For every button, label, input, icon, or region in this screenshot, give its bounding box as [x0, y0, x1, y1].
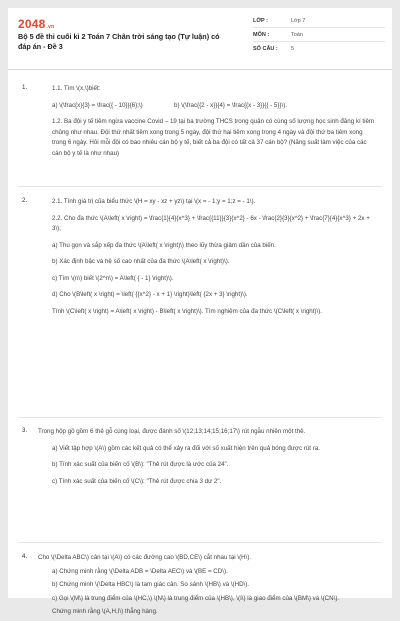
question-line: c) Tính xác suất của biến cố \(C\): "Thẻ rút được chia 3 dư 2". [52, 477, 222, 485]
question-line: b) Xác định bậc và hệ số cao nhất của đa thức \(A\left( x \right)\). [52, 258, 230, 265]
question-line: b) \(\frac{{2 - x}}{4} = \frac{{x - 3}}{{ - 5}}\). [174, 101, 287, 109]
meta-label: LỚP : [253, 17, 268, 24]
meta-value: Lớp 7 [291, 17, 306, 24]
question-content [38, 197, 378, 323]
logo-text: 2048 [18, 17, 46, 31]
question-line: Cho \(\Delta ABC\) cân tại \(A\) có các đường cao \(BD,CE\) cắt nhau tại \(H\). [38, 554, 252, 561]
question-line: 1.2. Ba đội y tế tiêm ngừa vaccine Covid – 19 tại ba trường THCS trong quận có cùng số lượng học sinh đăng kí tiêm chủng như nhau. Đội thứ nhất tiêm xong trong 5 ngày, đội thứ hai tiêm xong trong 4 ngày và đội thứ ba tiêm xong trong 6 ngày. Hỏi mỗi đội có bao nhiêu cán bộ y tế, biết cả ba đội có tất cả 37 cán bộ? (Năng suất làm việc của các cán bộ y tế là như nhau) [52, 118, 375, 157]
question-content [38, 553, 378, 621]
question-number: 2. [22, 197, 28, 204]
question-line: a) Viết tập hợp \(A\) gồm các kết quả có thể xảy ra đối với số xuất hiện trên quả bóng được rút ra. [52, 444, 320, 452]
question-line: 2.1. Tính giá trị của biểu thức \(H = xy - xz + yz\) tại \(x = - 1;y = 1;z = - 1\). [52, 198, 256, 205]
meta-label: SỐ CÂU : [253, 46, 278, 52]
document-page [8, 8, 392, 615]
question-line: 2.2. Cho đa thức \(A\left( x \right) = \frac{1}{4}{x^3} + \frac{{11}}{3}{x^2} - 6x - \frac{2}{3}{x^2} + \frac{7}{4}{x^3} + 2x + 3\); [52, 214, 370, 232]
site-logo[interactable] [18, 17, 54, 31]
document-header [8, 8, 392, 70]
question-line: Trong hộp gồ gồm 6 thẻ gỗ cùng loại, được đánh số \(12;13;14;15;16;17\) rút ngẫu nhiên một thẻ. [38, 428, 306, 435]
meta-row-question-count [253, 42, 385, 56]
meta-row-subject [253, 28, 385, 42]
meta-value: 5 [291, 46, 295, 52]
question-line: b) Tính xác suất của biến cố \(B\): "Thẻ rút được là ước của 24". [52, 461, 229, 468]
question-line: a) Thu gọn và sắp xếp đa thức \(A\left( x \right)\) theo lũy thừa giảm dần của biến. [52, 241, 276, 249]
question-content [38, 427, 378, 493]
logo-suffix: .vn [46, 24, 55, 30]
document-title: Bộ 5 đề thi cuối kì 2 Toán 7 Chân trời sáng tạo (Tự luận) có đáp án - Đề 3 [18, 32, 220, 51]
question-line: a) \(\frac{x}{3} = \frac{{ - 10}}{6};\) [52, 101, 143, 109]
question-number: 3. [22, 427, 28, 434]
meta-label: MÔN : [253, 31, 270, 38]
question-number: 1. [22, 84, 28, 91]
question-line: c) Tìm \(n\) biết \(2^n\) = A\left( { - 1} \right)\). [52, 274, 174, 282]
question-line: c) Gọi \(M\) là trung điểm của \(HC,\) \(N\) là trung điểm của \(HB\), \(I\) là giao điểm của \(BM\) và \(CN\). [52, 594, 340, 602]
question-line: Chứng minh rằng \(A,H,I\) thẳng hàng. [52, 608, 158, 615]
question-line: Tính \(C\left( x \right) = A\left( x \right) - B\left( x \right)\). Tìm nghiệm của đa thức \(C\left( x \right)\). [52, 307, 322, 315]
meta-value: Toán [291, 31, 303, 38]
question-number: 4. [22, 553, 28, 560]
question-divider [18, 186, 382, 187]
question-line: b) Chứng minh \(\Delta HBC\) là tam giác cân. So sánh \(HB\) và \(HD\). [52, 581, 250, 588]
question-divider [18, 542, 382, 543]
question-divider [18, 417, 382, 418]
question-line-pair [38, 101, 378, 112]
question-content [38, 84, 378, 165]
question-line: a) Chứng minh rằng \(\Delta ADB = \Delta AEC\) và \(BE = CD\). [52, 567, 228, 575]
question-line: d) Cho \(B\left( x \right) = \left( {{x^2} - x + 1} \right)\left( {2x + 3} \right)\). [52, 291, 248, 298]
question-line: 1.1. Tìm \(x,\)biết: [52, 85, 101, 92]
meta-row-class [253, 14, 385, 28]
document-meta [253, 14, 385, 56]
